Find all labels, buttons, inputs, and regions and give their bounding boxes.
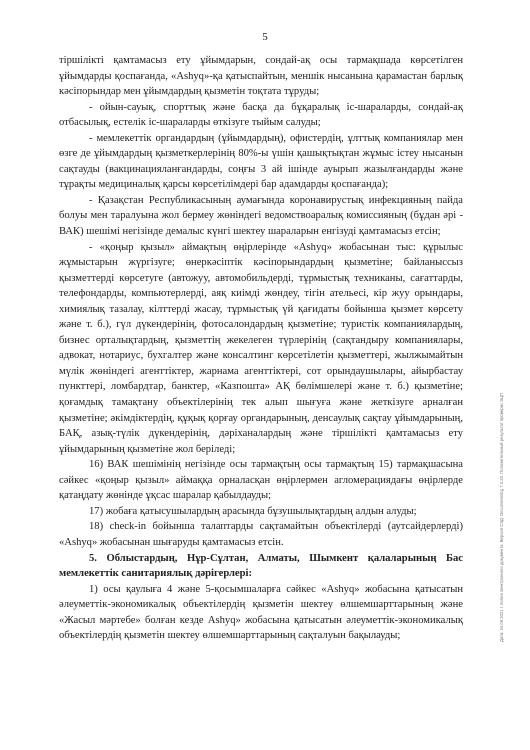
paragraph: 16) ВАК шешімінің негізінде осы тармақтың осы тармақтың 15) тармақшасына сәйкес «қоңыр қызыл» аймаққа орналасқан өңірлермен агломерациядағы өңірлерде қатаңдату жөнінде ұқсас шаралар қабылдауды; — [59, 459, 463, 502]
paragraph: - ойын-сауық, спорттық және басқа да бұқаралық іс-шараларды, сондай-ақ отбасылық, естелік іс-шараларды өткізуге тыйым салуды; — [59, 101, 463, 129]
paragraph: 1) осы қаулыға 4 және 5-қосымшаларға сәйкес «Ashyq» жобасына қатысатын әлеуметтік-экономикалық объектілердің қызметін шектеу өлшемшарттарының және «Жасыл мәртебе» болған кезде Ashyq» жобасына қатысатын әлеуметтік-экономикалық объектілердің қызметін шектеу өлшемшарттарының сақталуын бақылауды; — [59, 583, 463, 642]
document-body — [59, 53, 463, 644]
side-stamp-text: Дата: 24.09.2021 г. Копия электронного документа. Версия СЭД: Documentolog 7.4.20. Положительный результат проверки ЭЦП — [499, 392, 504, 642]
paragraph: тіршілікті қамтамасыз ету ұйымдарын, сондай-ақ осы тармақшада көрсетілген ұйымдарды қоспағанда, «Ashyq»-қа қатыспайтын, меншік нысанына қарамастан барлық кәсіпорындар мен ұйымдардың қызметін тоқтата тұруды; — [59, 55, 463, 98]
paragraph: 17) жобаға қатысушылардың арасында бұзушылықтардың алдын алуды; — [89, 505, 417, 517]
page-number: 5 — [262, 31, 268, 43]
paragraph: - «қоңыр қызыл» аймақтың өңірлерінде «Ashyq» жобасынан тыс: құрылыс жұмыстарын жүргізуге; өнеркәсіптік кәсіпорындардың қызметіне; байланыссыз қызметтерді көрсетуге (автожуу, автомобильдерді, тұрмыстық техниканы, сағаттарды, телефондарды, компьютерлерді, аяқ киімді жөндеу, тігін ательесі, кір жуу орындары, химиялық тазалау, кілттерді жасау, тұрмыстық үй қағидаты бойынша қызмет көрсету және т. б.), гүл дүкендерінің, фотосалондардың қызметіне; туристік компаниялардың, бизнес орталықтардың, қызметтің жекелеген түрлерінің (сақтандыру компаниялары, адвокат, нотариус, бухгалтер және консалтинг көрсетілетін қызметтері, жылжымайтын мүлік жөніндегі агенттіктер, жарнама агенттіктері, сот орындаушылары, айырбастау пункттері, ломбардтар, банктер, «Казпошта» АҚ бөлімшелері және т. б.) қызметіне; қоғамдық тамақтану объектілерінің тек алып шығуға және жеткізуге арналған қызметіне; әкімдіктердің, құқық қорғау органдарының, денсаулық сақтау ұйымдарының, БАҚ, азық-түлік дүкендерінің, дәріханалардың және тіршілікті қамтамасыз ету ұйымдарының қызметіне жол беріледі; — [59, 241, 463, 455]
side-stamp — [497, 82, 507, 642]
paragraph: - мемлекеттік органдардың (ұйымдардың), офистердің, ұлттық компаниялар мен өзге де ұйымдардың қызметкерлерінің 80%-ы үшін қашықтықтан жұмыс істеу нысанын сақтауды (вакцинацияланғандарды, соңғы 3 ай ішінде ауырып жазылғандарды және тұрақты медициналық қарсы көрсетілімдері бар адамдарды қоспағанда); — [59, 132, 463, 191]
paragraph: 18) check-in бойынша талаптарды сақтамайтын объектілерді (аутсайдерлерді) «Ashyq» жобасынан шығаруды қамтамасыз етсін. — [59, 521, 463, 548]
section-heading: 5. Облыстардың, Нұр-Сұлтан, Алматы, Шымкент қалаларының Бас мемлекеттік санитариялық дәрігерлері: — [59, 552, 463, 580]
paragraph: - Қазақстан Республикасының аумағында коронавирустық инфекцияның пайда болуы мен таралуына жол бермеу жөніндегі ведомствоаралық комиссияның (бұдан әрі - ВАК) шешімі негізінде демалыс күнгі шектеу шараларын енгізуді қамтамасыз етсін; — [59, 194, 463, 238]
